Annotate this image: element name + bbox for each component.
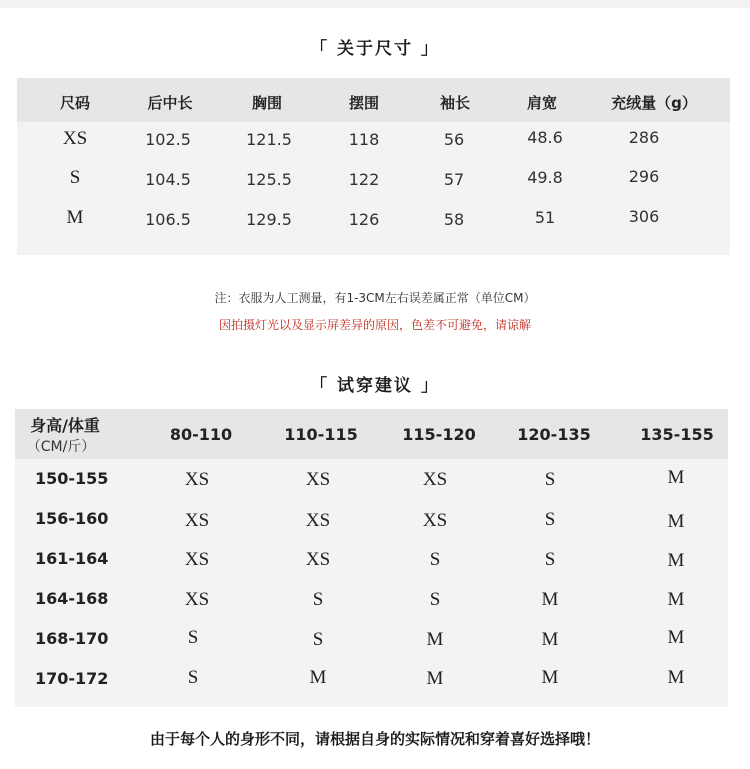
size-cell: S	[69, 167, 81, 188]
value-cell: 104.5	[145, 170, 191, 189]
fit-cell: XS	[184, 549, 210, 570]
top-strip	[0, 0, 750, 8]
height-label: 156-160	[35, 509, 109, 528]
weight-header: 80-110	[169, 425, 233, 444]
height-label: 168-170	[35, 629, 109, 648]
fit-cell: M	[309, 667, 327, 688]
fit-cell: M	[667, 550, 685, 571]
fit-cell: XS	[422, 469, 448, 490]
size-table-header	[17, 78, 730, 122]
fit-cell: S	[312, 629, 324, 650]
fit-cell: M	[426, 668, 444, 689]
value-cell: 106.5	[145, 210, 191, 229]
height-label: 170-172	[35, 669, 109, 688]
fit-cell: XS	[305, 549, 331, 570]
value-cell: 49.8	[527, 168, 563, 187]
fit-cell: S	[544, 549, 556, 570]
weight-header: 110-115	[284, 425, 358, 444]
value-cell: 296	[628, 167, 660, 186]
fit-table	[15, 409, 728, 707]
fit-cell: XS	[184, 469, 210, 490]
value-cell: 129.5	[246, 210, 292, 229]
fit-cell: M	[667, 627, 685, 648]
size-cell: M	[66, 207, 84, 228]
fit-cell: XS	[305, 510, 331, 531]
fit-cell: M	[667, 589, 685, 610]
header-size: 尺码	[59, 94, 91, 112]
height-label: 150-155	[35, 469, 109, 488]
fit-cell: M	[667, 467, 685, 488]
fit-cell: S	[429, 549, 441, 570]
value-cell: 118	[348, 130, 380, 149]
value-cell: 125.5	[246, 170, 292, 189]
fit-cell: XS	[184, 510, 210, 531]
size-cell: XS	[62, 128, 88, 149]
value-cell: 102.5	[145, 130, 191, 149]
value-cell: 126	[348, 210, 380, 229]
corner-header-line1: 身高/体重	[30, 416, 100, 435]
value-cell: 122	[348, 170, 380, 189]
fit-cell: S	[187, 667, 199, 688]
weight-header: 115-120	[402, 425, 476, 444]
fit-cell: M	[667, 667, 685, 688]
fit-cell: M	[541, 667, 559, 688]
corner-header-line2: （CM/斤）	[26, 439, 96, 455]
value-cell: 121.5	[246, 130, 292, 149]
height-label: 161-164	[35, 549, 109, 568]
header-shoulder: 肩宽	[526, 94, 558, 112]
measurement-note: 注：衣服为人工测量，有1-3CM左右误差属正常（单位CM）	[214, 291, 536, 305]
fit-cell: XS	[422, 510, 448, 531]
fit-section-title: 「 试穿建议 」	[310, 376, 440, 396]
fit-cell: XS	[184, 589, 210, 610]
header-down-fill: 充绒量（g）	[611, 94, 697, 112]
footer-note: 由于每个人的身形不同，请根据自身的实际情况和穿着喜好选择哦！	[149, 730, 600, 748]
value-cell: 56	[443, 130, 465, 149]
header-sleeve: 袖长	[439, 94, 471, 112]
value-cell: 51	[534, 208, 556, 227]
value-cell: 58	[443, 210, 465, 229]
fit-cell: M	[667, 511, 685, 532]
size-section-title: 「 关于尺寸 」	[310, 39, 440, 59]
header-hem: 摆围	[348, 94, 380, 112]
fit-cell: M	[541, 629, 559, 650]
fit-cell: XS	[305, 469, 331, 490]
value-cell: 306	[628, 207, 660, 226]
color-warning: 因拍摄灯光以及显示屏差异的原因，色差不可避免，请谅解	[218, 318, 531, 332]
fit-cell: M	[426, 629, 444, 650]
header-chest: 胸围	[251, 94, 283, 112]
fit-cell: S	[312, 589, 324, 610]
fit-table-header	[15, 409, 728, 459]
fit-cell: M	[541, 589, 559, 610]
weight-header: 120-135	[517, 425, 591, 444]
value-cell: 286	[628, 128, 660, 147]
fit-cell: S	[187, 627, 199, 648]
size-table	[17, 78, 730, 255]
fit-cell: S	[544, 469, 556, 490]
fit-cell: S	[544, 509, 556, 530]
weight-header: 135-155	[640, 425, 714, 444]
value-cell: 57	[443, 170, 465, 189]
value-cell: 48.6	[527, 128, 563, 147]
header-back-length: 后中长	[147, 94, 193, 112]
height-label: 164-168	[35, 589, 109, 608]
fit-cell: S	[429, 589, 441, 610]
